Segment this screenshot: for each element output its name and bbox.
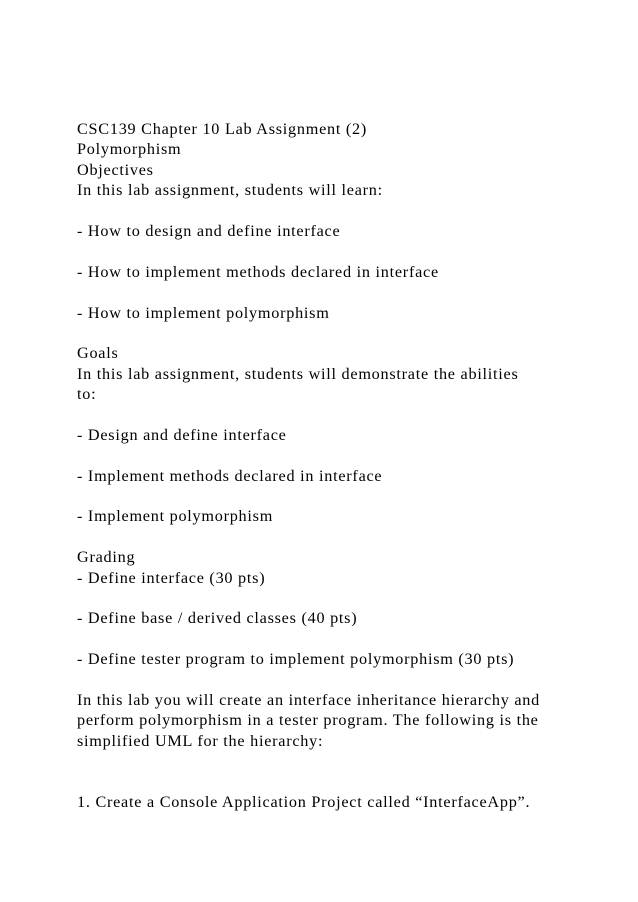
objectives-item: - How to implement polymorphism	[77, 303, 330, 322]
grading-item: - Define tester program to implement polymorphism (30 pts)	[77, 650, 515, 669]
goals-intro-line: to:	[77, 385, 97, 404]
intro-paragraph-line: perform polymorphism in a tester program. The following is the	[77, 711, 539, 730]
grading-heading: Grading	[77, 548, 136, 567]
objectives-item: - How to implement methods declared in interface	[77, 262, 439, 281]
goals-item: - Design and define interface	[77, 425, 287, 444]
goals-item: - Implement polymorphism	[77, 507, 274, 526]
intro-paragraph-line: In this lab you will create an interface inheritance hierarchy and	[77, 690, 540, 709]
goals-item: - Implement methods declared in interface	[77, 466, 383, 485]
goals-heading: Goals	[77, 344, 119, 363]
document-subtitle: Polymorphism	[77, 140, 182, 159]
objectives-intro: In this lab assignment, students will learn:	[77, 181, 383, 200]
intro-paragraph-line: simplified UML for the hierarchy:	[77, 731, 324, 750]
grading-item: - Define interface (30 pts)	[77, 568, 266, 587]
document-title: CSC139 Chapter 10 Lab Assignment (2)	[77, 120, 368, 138]
objectives-item: - How to design and define interface	[77, 221, 341, 240]
document-body	[77, 119, 567, 812]
step-1-instruction: 1. Create a Console Application Project called “InterfaceApp”.	[77, 792, 531, 811]
goals-intro-line: In this lab assignment, students will demonstrate the abilities	[77, 364, 519, 383]
objectives-heading: Objectives	[77, 160, 154, 179]
grading-item: - Define base / derived classes (40 pts)	[77, 609, 358, 628]
